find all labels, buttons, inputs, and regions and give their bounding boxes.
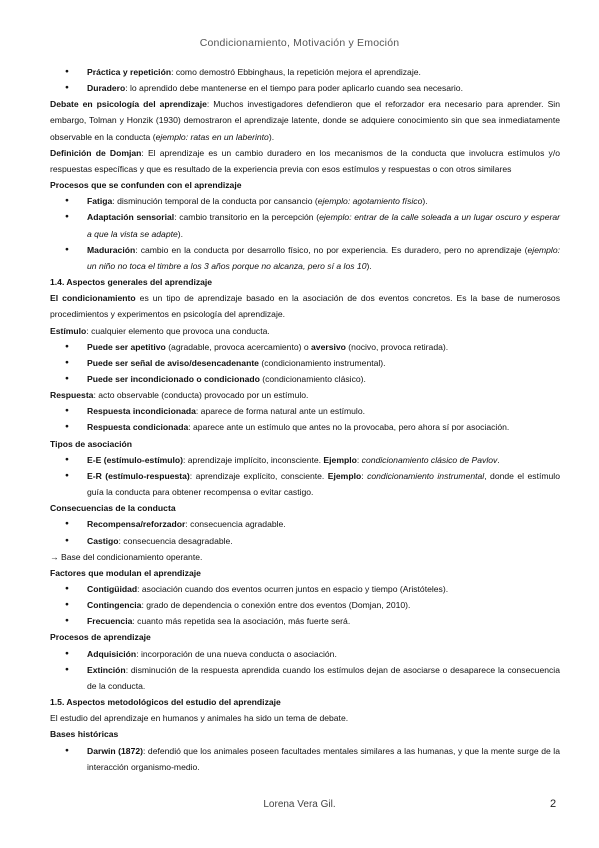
term: Fatiga — [87, 196, 113, 207]
example: ejemplo: entrar de la calle soleada a un lugar oscuro y esperar a que la vista se adapte — [87, 212, 560, 239]
section-heading-1-5 — [50, 694, 560, 710]
heading-text: Consecuencias de la conducta — [50, 503, 176, 514]
heading-factores — [50, 565, 560, 581]
list-item-duradero — [87, 80, 560, 96]
term: Puede ser señal de aviso/desencadenante — [87, 357, 259, 368]
example: condicionamiento clásico de Pavlov — [361, 454, 498, 465]
definition: : aprendizaje implícito, inconsciente. — [182, 454, 324, 465]
list-item-fatiga — [87, 193, 560, 209]
definition: : disminución temporal de la conducta por cansancio ( — [112, 196, 318, 207]
term: Respuesta condicionada — [87, 422, 189, 433]
example-label: Ejemplo — [323, 454, 357, 465]
term: Respuesta incondicionada — [87, 406, 196, 417]
term: Extinción — [87, 664, 126, 675]
definition: : aparece de forma natural ante un estímulo. — [195, 406, 366, 417]
bullet-list-aprendizaje-rasgos — [50, 64, 560, 96]
list-item-incondicionado — [87, 371, 560, 387]
definition: : asociación cuando dos eventos ocurren juntos en espacio y tiempo (Aristóteles). — [137, 584, 449, 594]
heading-tipos-asociacion — [50, 436, 560, 452]
definition: : consecuencia desagradable. — [118, 535, 233, 546]
closing: ). — [177, 228, 184, 239]
term: Puede ser apetitivo — [87, 341, 166, 352]
paragraph-operante — [50, 549, 560, 565]
term: Contingencia — [87, 600, 142, 611]
paragraph-debate — [50, 96, 560, 144]
definition: : cambio en la conducta por desarrollo físico, no por experiencia. Es duradero, pero no aprendizaje ( — [135, 244, 528, 255]
definition: : lo aprendido debe mantenerse en el tiempo para poder aplicarlo cuando sea necesario. — [125, 83, 463, 94]
term: Castigo — [87, 535, 119, 546]
definition: (agradable, provoca acercamiento) o — [165, 341, 312, 352]
page-header-title: Condicionamiento, Motivación y Emoción — [199, 37, 400, 49]
example: condicionamiento instrumental — [367, 470, 485, 481]
term: Contigüidad — [87, 584, 138, 594]
example: ejemplo: agotamiento físico — [317, 196, 423, 207]
term: E-E (estímulo-estímulo) — [87, 454, 183, 465]
heading-text: Procesos de aprendizaje — [50, 632, 151, 643]
page-number: 2 — [550, 798, 557, 810]
heading-text: Procesos que se confunden con el aprendizaje — [50, 180, 242, 191]
bullet-list-consecuencias — [50, 516, 560, 548]
definition: (condicionamiento clásico). — [259, 373, 366, 384]
closing: ). — [366, 260, 372, 271]
definition: : incorporación de una nueva conducta o asociación. — [136, 648, 337, 659]
list-item-e-e — [87, 452, 560, 468]
definition: : grado de dependencia o conexión entre dos eventos (Domjan, 2010). — [141, 600, 411, 611]
definition: : aparece ante un estímulo que antes no la provocaba, pero ahora sí por asociación. — [188, 422, 510, 433]
bullet-list-factores — [50, 581, 560, 629]
definition: : cambio transitorio en la percepción ( — [174, 212, 320, 223]
heading-text: Factores que modulan el aprendizaje — [50, 567, 201, 578]
list-item-apetitivo — [87, 339, 560, 355]
term: Adquisición — [87, 648, 137, 659]
list-item-contingencia — [87, 597, 560, 613]
list-item-recompensa — [87, 516, 560, 532]
term: Recompensa/reforzador — [87, 519, 186, 530]
bullet-list-confunden — [50, 193, 560, 274]
definition: : disminución de la respuesta aprendida cuando los estímulos dejan de asociarse o desaparece la consecuencia de la conducta. — [87, 664, 560, 691]
paragraph-estimulo — [50, 323, 560, 339]
heading-text: 1.4. Aspectos generales del aprendizaje — [50, 277, 213, 288]
term: Frecuencia — [87, 616, 133, 627]
footer-author: Lorena Vera Gil. — [263, 799, 336, 810]
term: Duradero — [87, 83, 126, 94]
example: ejemplo: un niño no toca el timbre a los 3 años porque no alcanza, pero sí a los 10 — [87, 244, 560, 271]
list-item-adquisicion — [87, 646, 560, 662]
term: Puede ser incondicionado o condicionado — [87, 373, 260, 384]
bullet-list-bases — [50, 743, 560, 775]
list-item-extincion — [87, 662, 560, 694]
closing: , donde el estímulo guía la conducta para obtener recompensa o evitar castigo. — [87, 470, 560, 498]
term-aversivo: aversivo — [311, 341, 346, 352]
note-text: Base del condicionamiento operante. — [58, 551, 203, 562]
list-item-respuesta-condicionada — [87, 419, 560, 435]
arrow-icon: → — [50, 551, 59, 562]
definition: : El aprendizaje es un cambio duradero en los mecanismos de la conducta que involucra estímulos y/o respuestas específicas y que es resultado de la experiencia previa con esos estímulos y respuestas o con otros similares — [50, 147, 561, 174]
list-item-frecuencia — [87, 613, 560, 629]
heading-consecuencias — [50, 500, 560, 516]
list-item-contiguidad — [87, 581, 560, 597]
list-item-respuesta-incondicionada — [87, 403, 560, 419]
document-body — [50, 64, 560, 775]
definition: : como demostró Ebbinghaus, la repetición mejora el aprendizaje. — [171, 67, 421, 77]
list-item-adaptacion-sensorial — [87, 209, 560, 241]
term: E-R (estímulo-respuesta) — [87, 470, 190, 481]
closing: ). — [422, 196, 428, 207]
term: Darwin (1872) — [87, 745, 144, 756]
bullet-list-procesos — [50, 646, 560, 694]
definition: : cuanto más repetida sea la asociación, más fuerte será. — [132, 616, 351, 627]
heading-procesos-confunden — [50, 177, 560, 193]
term: Estímulo — [50, 325, 87, 336]
list-item-senal — [87, 355, 560, 371]
closing: (nocivo, provoca retirada). — [345, 341, 449, 352]
paragraph-estudio: El estudio del aprendizaje en humanos y animales ha sido un tema de debate. — [50, 713, 349, 724]
term: Maduración — [87, 244, 136, 255]
term: Debate en psicología del aprendizaje — [50, 99, 207, 110]
definition: (condicionamiento instrumental). — [258, 357, 386, 368]
term: Práctica y repetición — [87, 67, 172, 77]
term: El condicionamiento — [50, 293, 136, 304]
bullet-list-estimulo — [50, 339, 560, 387]
definition: es un tipo de aprendizaje basado en la asociación de dos eventos concretos. Es la base de numerosos procedimientos y experimentos en psicología del aprendizaje. — [50, 293, 560, 320]
term: Adaptación sensorial — [87, 212, 175, 223]
definition: : consecuencia agradable. — [185, 519, 286, 530]
term: Respuesta — [50, 390, 94, 401]
definition: : cualquier elemento que provoca una conducta. — [86, 325, 270, 336]
example-label: Ejemplo — [327, 470, 362, 481]
list-item-castigo — [87, 533, 560, 549]
paragraph-respuesta — [50, 387, 560, 403]
list-item-practica — [87, 64, 560, 80]
closing: . — [497, 454, 500, 465]
paragraph-condicionamiento — [50, 290, 560, 322]
definition: : acto observable (conducta) provocado por un estímulo. — [93, 390, 309, 401]
definition: : defendió que los animales poseen facultades mentales similares a las humanas, y que la mente surge de la interacción organismo-medio. — [87, 745, 560, 772]
section-heading-1-4 — [50, 274, 560, 290]
list-item-darwin — [87, 743, 560, 775]
list-item-e-r — [87, 468, 560, 500]
definition: : aprendizaje explícito, consciente. — [189, 470, 328, 481]
heading-text: Bases históricas — [50, 729, 119, 740]
heading-bases-historicas — [50, 726, 560, 742]
definition: : Muchos investigadores defendieron que el reforzador era necesario para aprender. Sin embargo, Tolman y Honzik (1930) demostraron el aprendizaje latente, donde se adquiere conocimiento sin que sea inmediatamente observable en la conducta ( — [50, 99, 560, 142]
heading-procesos-aprendizaje — [50, 629, 560, 645]
example: ejemplo: ratas en un laberinto — [155, 131, 269, 142]
colon: : — [356, 454, 362, 465]
paragraph-domjan — [50, 145, 560, 177]
bullet-list-tipos — [50, 452, 560, 500]
list-item-maduracion — [87, 242, 560, 274]
colon: : — [361, 470, 368, 481]
term: Definición de Domjan — [50, 147, 142, 158]
heading-text: 1.5. Aspectos metodológicos del estudio del aprendizaje — [50, 697, 281, 708]
bullet-list-respuesta — [50, 403, 560, 435]
heading-text: Tipos de asociación — [50, 438, 132, 449]
closing: ). — [268, 131, 275, 142]
